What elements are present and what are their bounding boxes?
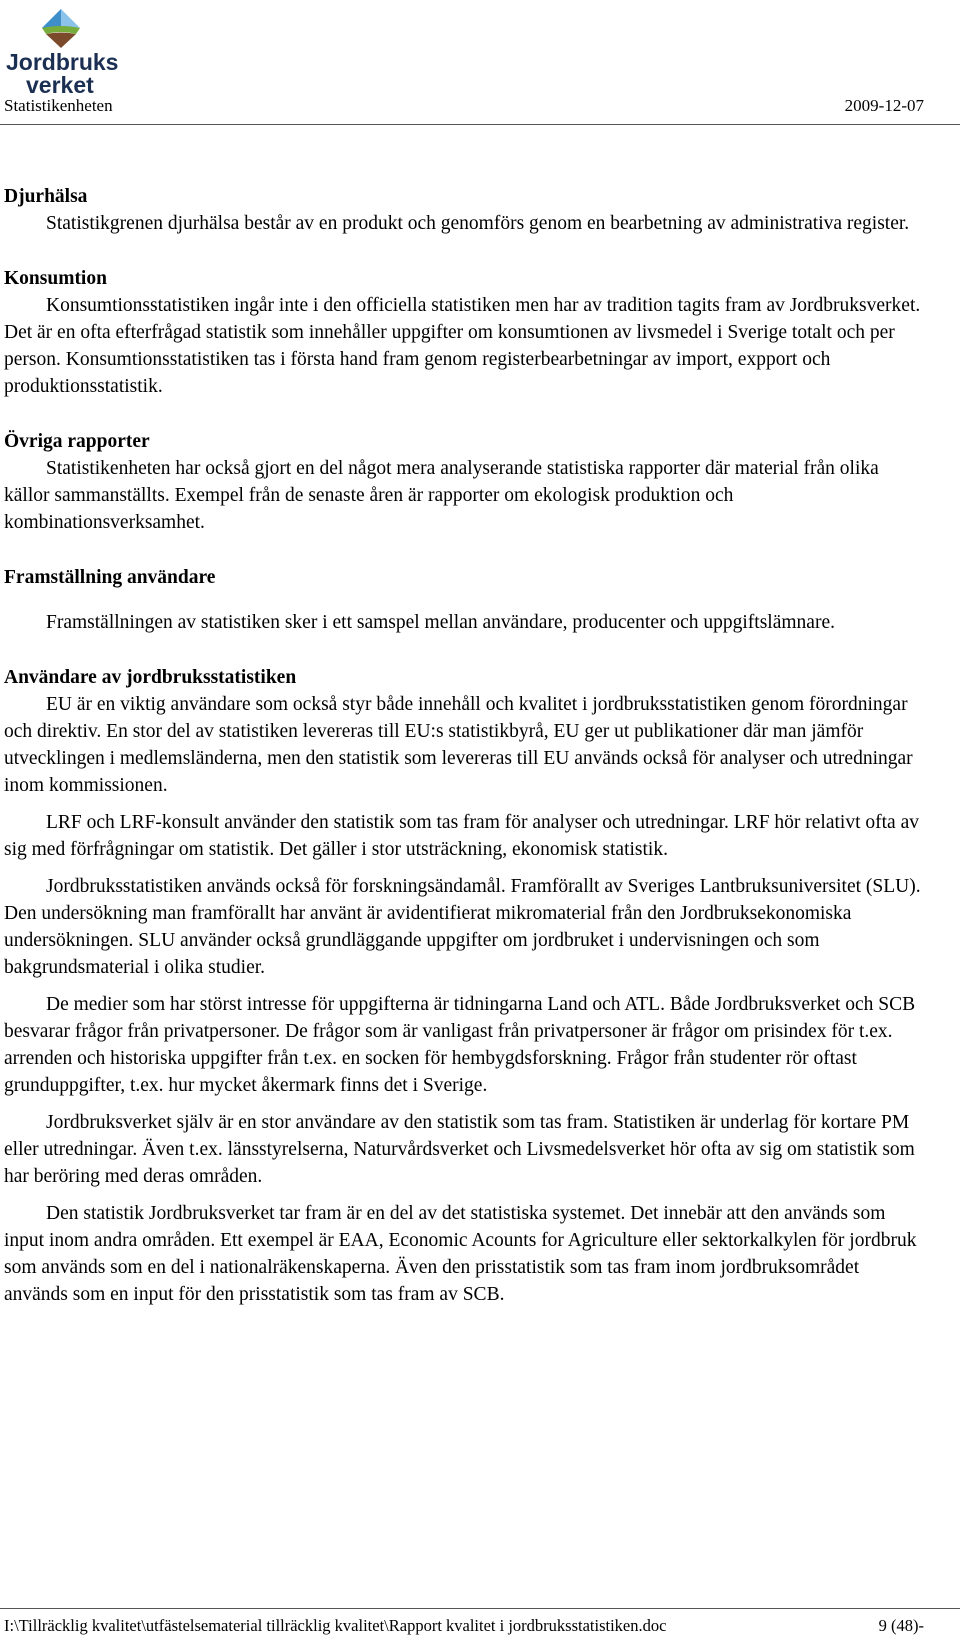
footer-divider (0, 1608, 960, 1609)
footer-page-number: 9 (48)- (878, 1616, 924, 1635)
footer-file-path: I:\Tillräcklig kvalitet\utfästelsematerial tillräcklig kvalitet\Rapport kvalitet i jordbruksstatistiken.doc (4, 1616, 667, 1635)
logo-emblem-icon (42, 9, 80, 48)
section-heading: Övriga rapporter (4, 431, 150, 452)
document-body (4, 183, 926, 1308)
header-department: Statistikenheten (4, 96, 113, 115)
section-heading: Djurhälsa (4, 186, 88, 207)
paragraph: LRF och LRF-konsult använder den statistik som tas fram för analyser och utredningar. LRF hör relativt ofta av sig med förfrågningar om statistik. Det gäller i stor utsträckning, ekonomisk statistik. (4, 812, 919, 860)
paragraph: EU är en viktig användare som också styr både innehåll och kvalitet i jordbruksstatistiken genom förordningar och direktiv. En stor del av statistiken levereras till EU:s statistikbyrå, EU ger ut publikationer där man jämför utvecklingen i medlemsländerna, men den statistik som levereras till EU används också för analyser och utredningar inom kommissionen. (4, 694, 913, 796)
section-heading: Användare av jordbruksstatistiken (4, 667, 297, 688)
logo-text-line1: Jordbruks (6, 49, 119, 75)
section-heading: Framställning användare (4, 567, 216, 588)
paragraph: Den statistik Jordbruksverket tar fram är en del av det statistiska systemet. Det innebär att den används som input inom andra områden. Ett exempel är EAA, Economic Acounts for Agriculture eller sektorkalkylen för jordbruk som används som en del i nationalräkenskaperna. Även den prisstatistik som tas fram inom jordbruksområdet används som en input för den prisstatistik som tas fram av SCB. (4, 1203, 917, 1305)
paragraph: Statistikgrenen djurhälsa består av en produkt och genomförs genom en bearbetning av administrativa register. (46, 213, 910, 234)
section-heading: Konsumtion (4, 268, 107, 289)
header-date: 2009-12-07 (844, 96, 924, 115)
jordbruksverket-logo (4, 4, 122, 96)
paragraph: Framställningen av statistiken sker i ett samspel mellan användare, producenter och uppgiftslämnare. (46, 612, 835, 633)
logo-text-line2: verket (26, 72, 94, 96)
paragraph: Konsumtionsstatistiken ingår inte i den officiella statistiken men har av tradition tagits fram av Jordbruksverket. Det är en ofta efterfrågad statistik som innehåller uppgifter om konsumtionen av livsmedel i Sverige totalt och per person. Konsumtionsstatistiken tas i första hand fram genom registerbearbetningar av import, expport och produktionsstatistik. (4, 295, 921, 397)
header-divider (0, 124, 960, 125)
paragraph: Statistikenheten har också gjort en del något mera analyserande statistiska rapporter där material från olika källor sammanställts. Exempel från de senaste åren är rapporter om ekologisk produktion och kombinationsverksamhet. (4, 458, 879, 533)
paragraph: De medier som har störst intresse för uppgifterna är tidningarna Land och ATL. Både Jordbruksverket och SCB besvarar frågor från privatpersoner. De frågor som är vanligast från privatpersoner är frågor om prisindex för t.ex. arrenden och historiska uppgifter från t.ex. en socken för hembygdsforskning. Frågor från studenter rör oftast grunduppgifter, t.ex. hur mycket åkermark finns det i Sverige. (4, 994, 916, 1096)
paragraph: Jordbruksverket själv är en stor användare av den statistik som tas fram. Statistiken är underlag för kortare PM eller utredningar. Även t.ex. länsstyrelserna, Naturvårdsverket och Livsmedelsverket hör ofta av sig om statistik som har beröring med deras områden. (4, 1112, 915, 1187)
paragraph: Jordbruksstatistiken används också för forskningsändamål. Framförallt av Sveriges Lantbruksuniversitet (SLU). Den undersökning man framförallt har använt är avidentifierat mikromaterial från den Jordbruksekonomiska undersökningen. SLU använder också grundläggande uppgifter om jordbruket i undervisningen och som bakgrundsmaterial i olika studier. (4, 876, 921, 978)
